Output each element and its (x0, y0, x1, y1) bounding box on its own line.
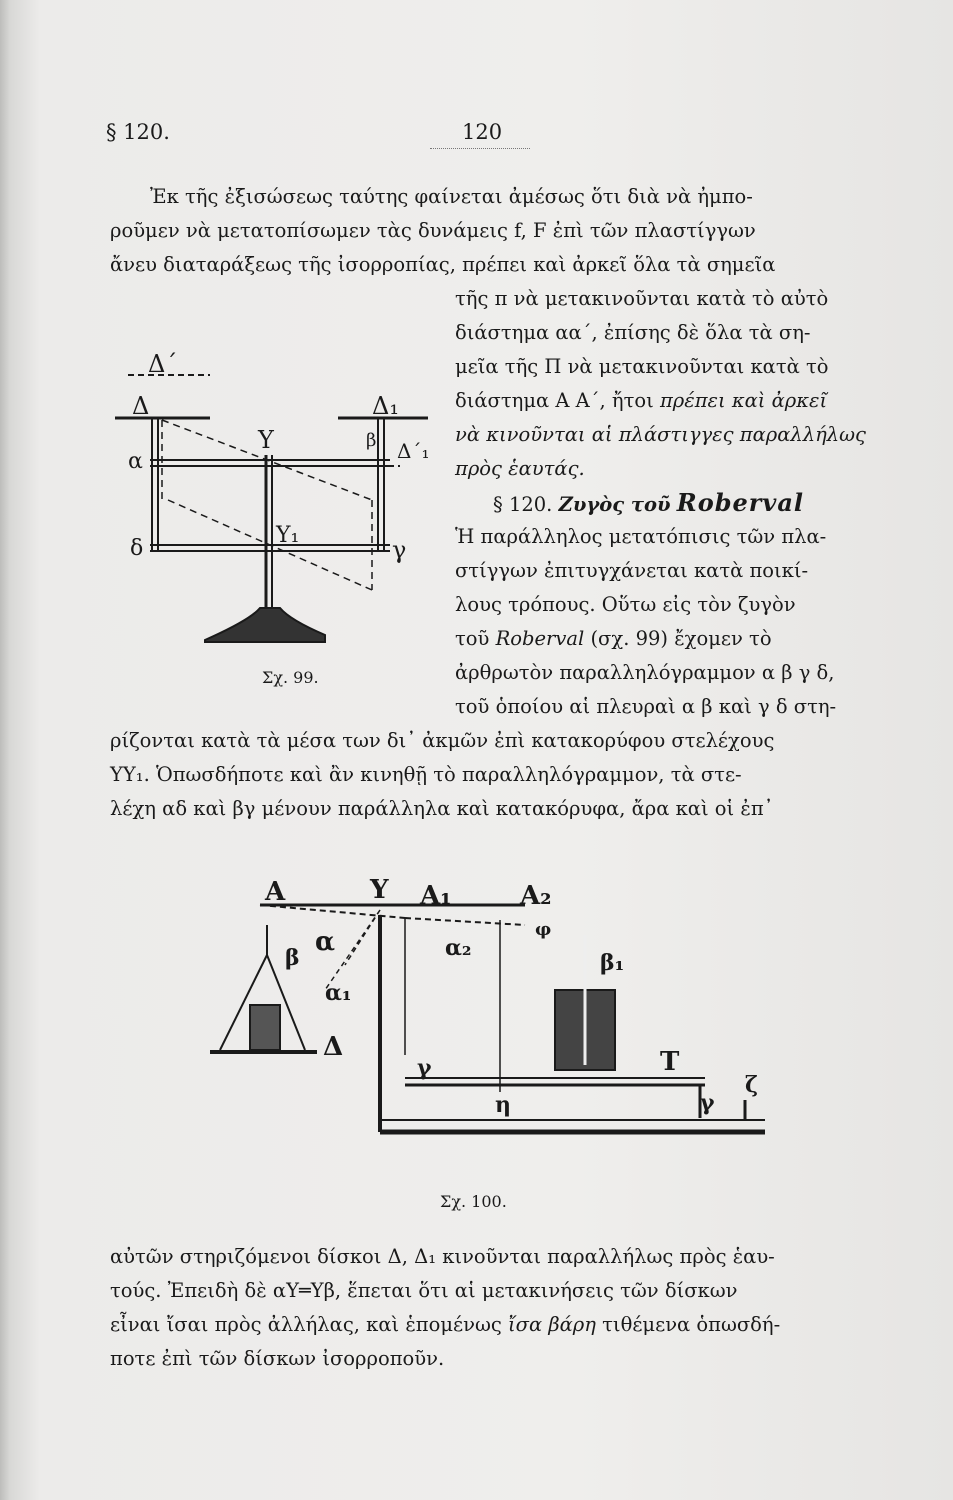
page-number: 120 (462, 120, 503, 144)
text-span: (σχ. 99) ἔχομεν τὸ (590, 627, 772, 650)
text-span: τοῦ (455, 627, 490, 650)
text-span: διάστημα Α Α΄, ἤτοι (455, 389, 654, 412)
label: φ (535, 919, 552, 940)
text-line: Ἡ παράλληλος μετατόπισις τῶν πλα- (455, 525, 827, 548)
label: γ (700, 1090, 715, 1116)
italic-line: πρὸς ἑαυτάς. (455, 457, 585, 480)
label: α (128, 449, 143, 474)
label: γ (392, 536, 407, 564)
italic-line: νὰ κινοῦνται αἱ πλάστιγγες παραλλήλως (455, 423, 866, 446)
label: β₁ (600, 950, 625, 976)
label: Δ (132, 392, 150, 420)
text-line: αὐτῶν στηριζόμενοι δίσκοι Δ, Δ₁ κινοῦνται παραλλήλως πρὸς ἑαυ- (110, 1245, 775, 1268)
weight-on-pan (250, 1005, 280, 1050)
label: η (495, 1092, 511, 1118)
figure-99 (110, 350, 440, 660)
label: δ (130, 536, 144, 561)
label: Δ΄ (148, 350, 178, 378)
text-line: Ἐκ τῆς ἐξισώσεως ταύτης φαίνεται ἀμέσως ὅτι διὰ νὰ ἠμπο- (150, 185, 753, 208)
section-number: § 120. (493, 493, 553, 516)
figure-99-caption: Σχ. 99. (262, 668, 319, 687)
label: α₁ (325, 980, 352, 1006)
text-line: ΥΥ₁. Ὁπωσδήποτε καὶ ἂν κινηθῇ τὸ παραλληλόγραμμον, τὰ στε- (110, 763, 742, 786)
label: Α₁ (420, 881, 452, 911)
text-line: τῆς π νὰ μετακινοῦνται κατὰ τὸ αὐτὸ (455, 287, 829, 310)
text-line: ἀρθρωτὸν παραλληλόγραμμον α β γ δ, (455, 661, 835, 684)
text-line: ροῦμεν νὰ μετατοπίσωμεν τὰς δυνάμεις f, F ἐπὶ τῶν πλαστίγγων (110, 219, 756, 242)
italic-name: Roberval (495, 627, 585, 650)
dashed-beam-2 (405, 918, 525, 925)
text-line (110, 1308, 780, 1342)
label: Α₂ (520, 881, 552, 911)
figure-100-caption: Σχ. 100. (440, 1192, 507, 1211)
text-line: τοῦ ὁποίου αἱ πλευραὶ α β καὶ γ δ στη- (455, 695, 837, 718)
label: Δ΄₁ (397, 439, 430, 463)
text-line: διάστημα αα΄, ἐπίσης δὲ ὅλα τὰ ση- (455, 321, 811, 344)
running-head-section: § 120. (106, 120, 170, 144)
text-line: λέχη αδ καὶ βγ μένουν παράλληλα καὶ κατακόρυφα, ἄρα καὶ οἱ ἐπ᾿ (110, 797, 774, 820)
italic-span: ἴσα βάρη (508, 1313, 596, 1336)
text-line: μεῖα τῆς Π νὰ μετακινοῦνται κατὰ τὸ (455, 355, 829, 378)
label: Α (265, 877, 286, 907)
label: β (366, 430, 377, 451)
label: Υ (370, 875, 389, 905)
balance-foot (205, 608, 325, 642)
label: Υ₁ (276, 523, 300, 548)
label: Δ (323, 1032, 344, 1062)
text-span: τιθέμενα ὁπωσδή- (602, 1313, 781, 1336)
label: Τ (660, 1047, 680, 1077)
header-rule (430, 148, 530, 149)
text-line: στίγγων ἐπιτυγχάνεται κατὰ ποικί- (455, 559, 809, 582)
text-line: τούς. Ἐπειδὴ δὲ αΥ═Υβ, ἕπεται ὅτι αἱ μετακινήσεις τῶν δίσκων (110, 1279, 738, 1302)
section-title-name: Roberval (676, 488, 805, 517)
figure-100 (205, 870, 780, 1145)
text-line: ἄνευ διαταράξεως τῆς ἰσορροπίας, πρέπει καὶ ἀρκεῖ ὅλα τὰ σημεῖα (110, 253, 776, 276)
text-line: ποτε ἐπὶ τῶν δίσκων ἰσορροποῦν. (110, 1347, 445, 1370)
label: Δ₁ (372, 392, 399, 420)
text-line (455, 622, 772, 656)
text-span: εἶναι ἴσαι πρὸς ἀλλήλας, καὶ ἑπομένως (110, 1313, 502, 1336)
section-title: Ζυγὸς τοῦ (558, 493, 671, 516)
text-line: ρίζονται κατὰ τὰ μέσα των δι᾿ ἀκμῶν ἐπὶ κατακορύφου στελέχους (110, 729, 775, 752)
italic-span: πρέπει καὶ ἀρκεῖ (659, 389, 828, 412)
label: β (285, 945, 300, 971)
label: γ (417, 1055, 432, 1081)
text-line: λους τρόπους. Οὕτω εἰς τὸν ζυγὸν (455, 593, 796, 616)
label: α₂ (445, 935, 472, 961)
label: α (315, 927, 336, 957)
label: Υ (258, 426, 274, 454)
text-line (455, 384, 827, 418)
label: ζ (745, 1072, 759, 1098)
section-heading (493, 486, 804, 522)
